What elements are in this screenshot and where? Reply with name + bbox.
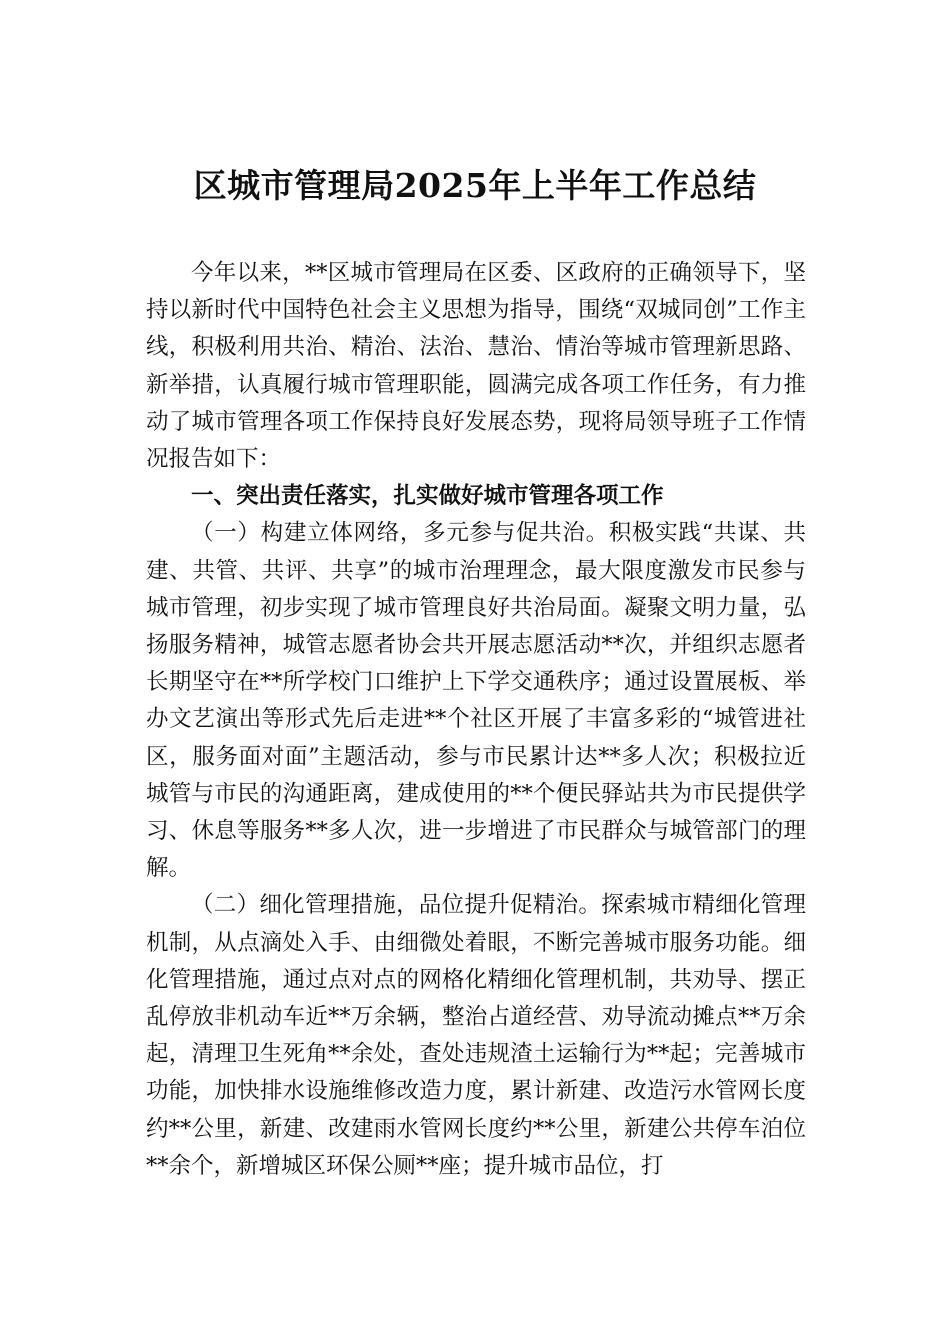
document-title: 区城市管理局2025年上半年工作总结	[193, 166, 757, 205]
document-body	[146, 255, 806, 1185]
section-heading-1: 一、突出责任落实，扎实做好城市管理各项工作	[191, 483, 664, 510]
subsection-paragraph-2: （二）细化管理措施，品位提升促精治。探索城市精细化管理机制，从点滴处入手、由细微处着眼，不断完善城市服务功能。细化管理措施，通过点对点的网格化精细化管理机制，共劝导、摆正乱停放非机动车近**万余辆，整治占道经营、劝导流动摊点**万余起，清理卫生死角**余处，查处违规渣土运输行为**起；完善城市功能，加快排水设施维修改造力度，累计新建、改造污水管网长度约**公里，新建、改建雨水管网长度约**公里，新建公共停车泊位**余个，新增城区环保公厕**座；提升城市品位，打	[146, 892, 806, 1179]
subsection-paragraph-1: （一）构建立体网络，多元参与促共治。积极实践“共谋、共建、共管、共评、共享”的城市治理理念，最大限度激发市民参与城市管理，初步实现了城市管理良好共治局面。凝聚文明力量，弘扬服务精神，城管志愿者协会共开展志愿活动**次，并组织志愿者长期坚守在**所学校门口维护上下学交通秩序；通过设置展板、举办文艺演出等形式先后走进**个社区开展了丰富多彩的“城管进社区，服务面对面”主题活动，参与市民累计达**多人次；积极拉近城管与市民的沟通距离，建成使用的**个便民驿站共为市民提供学习、休息等服务**多人次，进一步增进了市民群众与城管部门的理解。	[146, 520, 806, 882]
intro-paragraph: 今年以来，**区城市管理局在区委、区政府的正确领导下，坚持以新时代中国特色社会主义思想为指导，围绕“双城同创”工作主线，积极利用共治、精治、法治、慧治、情治等城市管理新思路、新举措，认真履行城市管理职能，圆满完成各项工作任务，有力推动了城市管理各项工作保持良好发展态势，现将局领导班子工作情况报告如下：	[146, 260, 806, 473]
